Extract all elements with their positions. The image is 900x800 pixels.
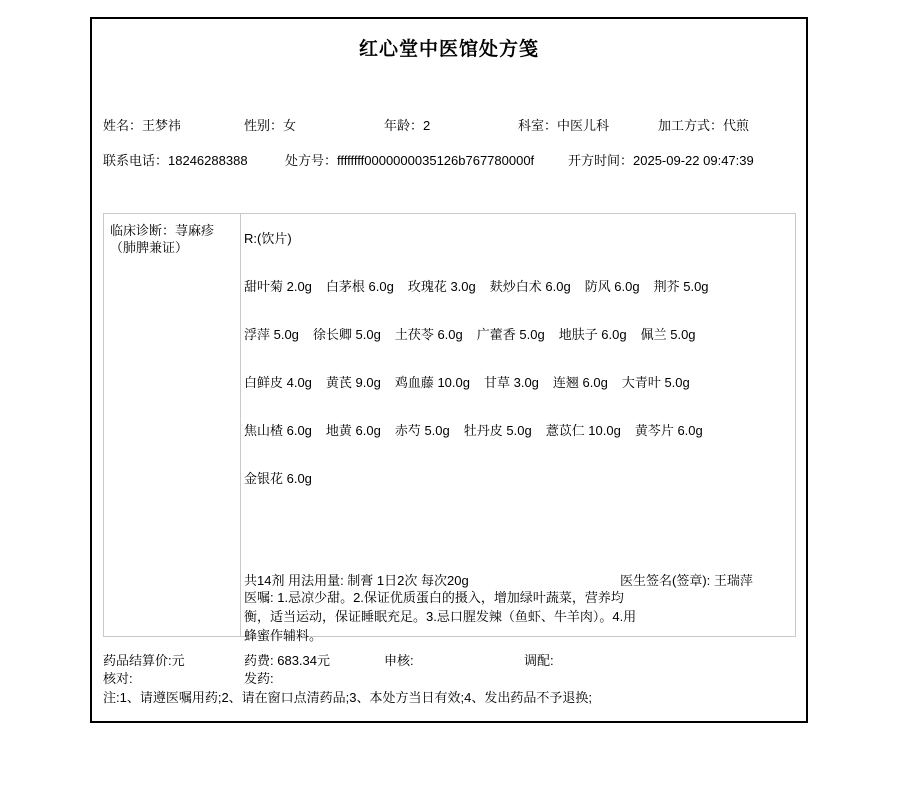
field-value: ffffffff0000000035126b767780000f	[337, 153, 535, 168]
herb-item: 甜叶菊 2.0g	[244, 279, 312, 294]
field-prescription-number	[285, 150, 534, 169]
herb-line	[244, 276, 792, 324]
rx-header: R:(饮片)	[244, 231, 292, 246]
field-label: 联系电话：	[103, 153, 169, 168]
field-dispense	[524, 650, 554, 669]
usage-instructions: 共14剂 用法用量: 制膏 1日2次 每次20g	[244, 573, 469, 588]
herb-item: 甘草 3.0g	[484, 375, 539, 390]
field-label: 药费:	[244, 653, 278, 668]
field-label: 性别：	[244, 118, 284, 133]
herb-item: 荆芥 5.0g	[653, 279, 709, 294]
field-value: 18246288388	[168, 153, 248, 168]
doctor-signature-value: 王瑞萍	[713, 573, 753, 588]
field-label: 申核:	[384, 653, 414, 668]
field-label: 处方号：	[285, 153, 338, 168]
field-department	[518, 115, 609, 134]
diagnosis-label: 临床诊断：	[110, 223, 176, 238]
herb-item: 防风 6.0g	[584, 279, 640, 294]
herb-item: 浮萍 5.0g	[244, 327, 299, 342]
herb-item: 金银花 6.0g	[244, 471, 312, 486]
herb-item: 徐长卿 5.0g	[312, 327, 381, 342]
herb-item: 牡丹皮 5.0g	[463, 423, 532, 438]
field-phone	[103, 150, 248, 169]
field-processing-method	[658, 115, 749, 134]
field-value: 中医儿科	[557, 118, 610, 133]
field-value: 王梦祎	[142, 118, 182, 133]
herb-item: 大青叶 5.0g	[621, 375, 690, 390]
herb-line	[244, 420, 792, 468]
field-settlement-price	[103, 650, 185, 669]
field-label: 发药:	[244, 671, 274, 686]
prescription-box	[103, 213, 796, 643]
prescription-content	[241, 214, 795, 643]
field-value: 2025-09-22 09:47:39	[633, 153, 754, 168]
field-gender	[244, 115, 296, 134]
herb-item: 鸡血藤 10.0g	[394, 375, 470, 390]
field-value: 代煎	[723, 118, 750, 133]
field-label: 开方时间：	[568, 153, 634, 168]
herb-item: 土茯苓 6.0g	[394, 327, 463, 342]
field-value: 683.34元	[277, 653, 330, 668]
field-patient-name	[103, 115, 181, 134]
field-label: 加工方式：	[658, 118, 724, 133]
herb-item: 黄芩片 6.0g	[634, 423, 703, 438]
field-label: 药品结算价:	[103, 653, 172, 668]
field-label: 核对:	[103, 671, 133, 686]
prescription-sheet	[90, 17, 808, 723]
herb-item: 地肤子 6.0g	[558, 327, 627, 342]
field-issue-medicine	[244, 668, 274, 687]
field-label: 年龄：	[384, 118, 424, 133]
field-age	[384, 115, 430, 134]
field-value: 2	[423, 118, 431, 133]
herb-item: 薏苡仁 10.0g	[545, 423, 621, 438]
herb-item: 地黄 6.0g	[325, 423, 381, 438]
field-label: 调配:	[524, 653, 554, 668]
herb-item: 白茅根 6.0g	[325, 279, 394, 294]
field-value: 元	[171, 653, 185, 668]
herb-item: 佩兰 5.0g	[640, 327, 696, 342]
herb-item: 黄芪 9.0g	[325, 375, 381, 390]
herb-item: 麸炒白术 6.0g	[489, 279, 571, 294]
herb-item: 连翘 6.0g	[552, 375, 608, 390]
herb-item: 焦山楂 6.0g	[244, 423, 312, 438]
diagnosis-value: 荨麻疹（肺脾兼证）	[110, 223, 215, 255]
herb-line	[244, 324, 792, 372]
field-check	[103, 668, 133, 687]
doctor-signature-label: 医生签名(签章):	[620, 573, 714, 588]
herb-lines	[244, 276, 792, 516]
herb-line	[244, 468, 792, 516]
field-prescribe-time	[568, 150, 754, 169]
field-audit	[384, 650, 414, 669]
herb-line	[244, 372, 792, 420]
clinical-diagnosis	[104, 214, 241, 636]
herb-item: 广藿香 5.0g	[476, 327, 545, 342]
herb-item: 玫瑰花 3.0g	[407, 279, 476, 294]
field-label: 姓名：	[103, 118, 143, 133]
field-value: 女	[283, 118, 297, 133]
page-title: 红心堂中医馆处方笺	[358, 39, 539, 60]
herb-item: 赤芍 5.0g	[394, 423, 450, 438]
field-medicine-fee	[244, 650, 330, 669]
herb-item: 白鲜皮 4.0g	[244, 375, 312, 390]
doctor-signature	[620, 570, 753, 589]
medical-advice: 医嘱: 1.忌凉少甜。2.保证优质蛋白的摄入，增加绿叶蔬菜，营养均衡，适当运动，保证睡眠充足。3.忌口腥发辣（鱼虾、牛羊肉）。4.用蜂蜜作辅料。	[244, 590, 637, 643]
field-label: 科室：	[518, 118, 558, 133]
footer-note: 注:1、请遵医嘱用药;2、请在窗口点清药品;3、本处方当日有效;4、发出药品不予退换;	[103, 690, 592, 705]
